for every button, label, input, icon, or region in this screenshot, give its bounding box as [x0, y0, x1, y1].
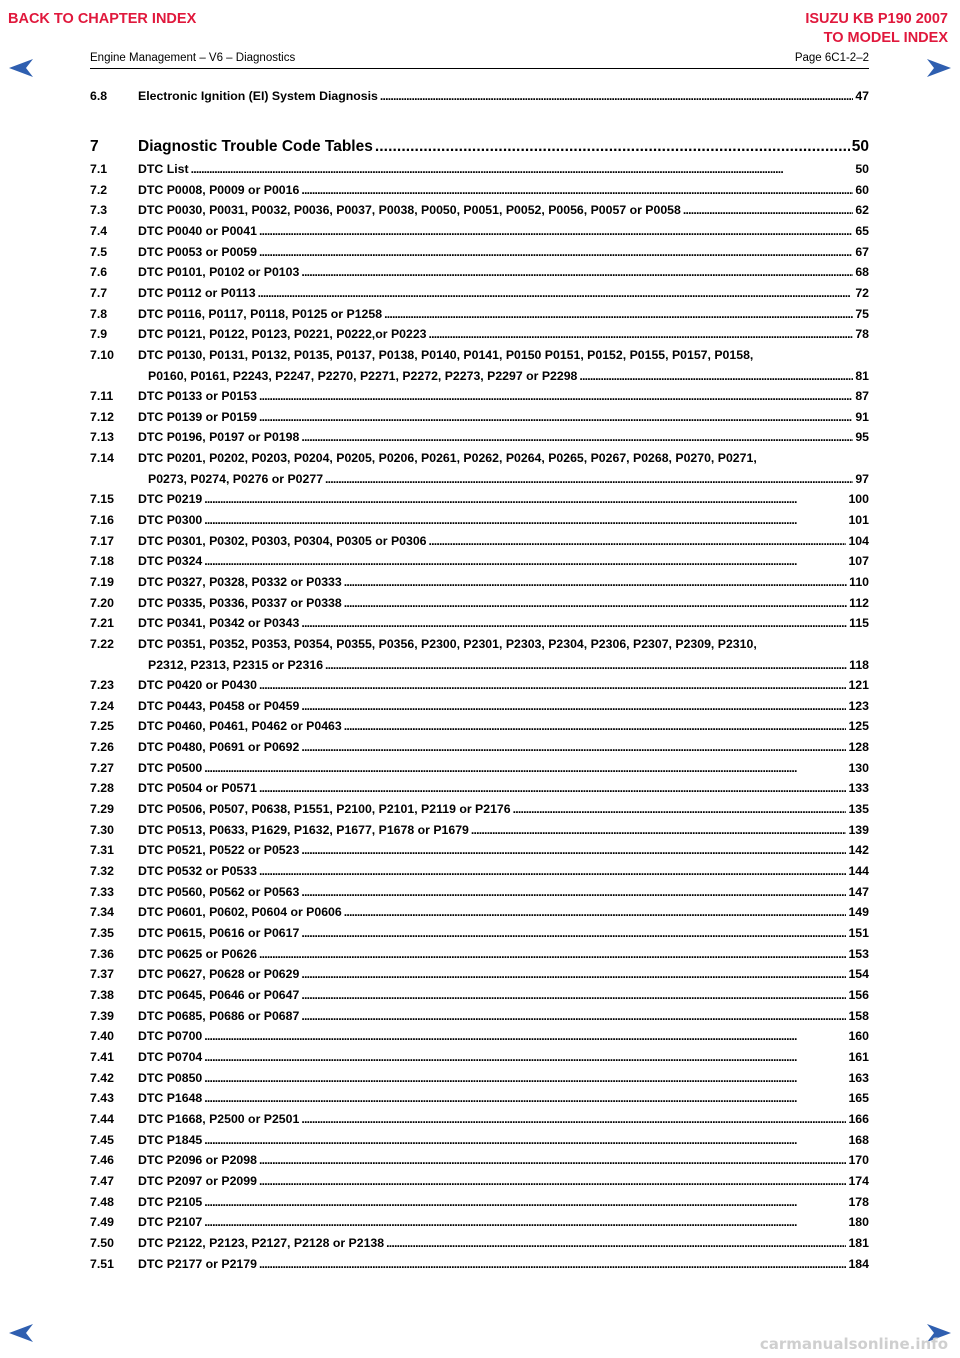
- dot-leader: [344, 902, 847, 923]
- toc-entry[interactable]: [90, 324, 869, 345]
- dot-leader: [259, 778, 847, 799]
- toc-entry-number: 7.11: [90, 389, 114, 403]
- dot-leader: [259, 1171, 847, 1192]
- toc-entry-title: DTC P0480, P0691 or P0692: [138, 740, 300, 754]
- toc-entry-number: 7.30: [90, 823, 114, 837]
- toc-entry-number: 7.5: [90, 245, 108, 259]
- toc-entry[interactable]: [90, 840, 869, 861]
- toc-entry[interactable]: [90, 1212, 869, 1233]
- toc-entry-number: 7: [90, 138, 99, 155]
- dot-leader: [380, 86, 853, 107]
- dot-leader: [301, 1109, 846, 1130]
- toc-entry-title: DTC P0116, P0117, P0118, P0125 or P1258: [138, 307, 383, 321]
- toc-entry-page: 62: [855, 203, 869, 217]
- dot-leader: [258, 283, 854, 304]
- toc-entry-title: DTC P0219: [138, 492, 203, 506]
- toc-entry-page: 75: [855, 307, 869, 321]
- toc-entry-title: DTC P0101, P0102 or P0103: [138, 265, 300, 279]
- toc-entry-number: 7.51: [90, 1257, 114, 1271]
- toc-entry-number: 7.37: [90, 967, 114, 981]
- back-to-chapter-index-link[interactable]: BACK TO CHAPTER INDEX: [8, 11, 197, 27]
- toc-entry-title: DTC P0704: [138, 1050, 203, 1064]
- toc-entry[interactable]: [90, 86, 869, 107]
- toc-entry-number: 7.29: [90, 802, 114, 816]
- toc-entry-title: DTC P0627, P0628 or P0629: [138, 967, 300, 981]
- toc-entry-title: DTC P0500: [138, 761, 203, 775]
- dot-leader: [204, 551, 846, 572]
- toc-entry-page: 184: [848, 1257, 869, 1271]
- toc-entry-number: 7.44: [90, 1112, 114, 1126]
- dot-leader: [325, 655, 847, 676]
- toc-entry[interactable]: [90, 944, 869, 965]
- toc-entry-page: 110: [849, 575, 869, 589]
- toc-entry-title: DTC P0521, P0522 or P0523: [138, 843, 300, 857]
- dot-leader: [191, 159, 854, 180]
- toc-entry[interactable]: [90, 572, 869, 593]
- dot-leader: [301, 262, 853, 283]
- toc-entry-number: 7.48: [90, 1195, 114, 1209]
- toc-entry-number: 7.17: [90, 534, 114, 548]
- toc-entry-title: DTC P0130, P0131, P0132, P0135, P0137, P0138, P0140, P0141, P0150 P0151, P0152, P0155, P0157, P0158,: [138, 348, 754, 362]
- toc-entry-number: 7.39: [90, 1009, 114, 1023]
- toc-entry-number: 7.42: [90, 1071, 114, 1085]
- toc-entry-title: DTC P0443, P0458 or P0459: [138, 699, 300, 713]
- toc-entry-title: DTC P0196, P0197 or P0198: [138, 430, 300, 444]
- toc-entry-page: 144: [848, 864, 869, 878]
- page-header: [90, 52, 869, 69]
- toc-entry[interactable]: [90, 902, 869, 923]
- toc-entry-title-continued: P0273, P0274, P0276 or P0277: [148, 471, 324, 486]
- toc-entry-number: 7.14: [90, 451, 114, 465]
- toc-entry-title: DTC P0615, P0616 or P0617: [138, 926, 300, 940]
- toc-entry-title: DTC P0053 or P0059: [138, 245, 257, 259]
- toc-entry[interactable]: [90, 613, 869, 634]
- toc-entry-title: DTC P0460, P0461, P0462 or P0463: [138, 719, 342, 733]
- toc-entry-title: DTC P0625 or P0626: [138, 947, 257, 961]
- dot-leader: [386, 1233, 846, 1254]
- toc-entry[interactable]: [90, 180, 869, 201]
- dot-leader: [204, 1088, 846, 1109]
- toc-entry-number: 7.18: [90, 554, 114, 568]
- toc-entry-number: 7.7: [90, 286, 108, 300]
- toc-entry[interactable]: [90, 386, 869, 407]
- toc-entry[interactable]: [90, 634, 869, 675]
- toc-entry[interactable]: [90, 882, 869, 903]
- dot-leader: [429, 324, 854, 345]
- toc-entry-number: 7.45: [90, 1133, 114, 1147]
- dot-leader: [301, 923, 846, 944]
- toc-entry-page: 87: [855, 389, 869, 403]
- toc-entry-number: 7.12: [90, 410, 114, 424]
- toc-entry[interactable]: [90, 861, 869, 882]
- toc-entry[interactable]: [90, 304, 869, 325]
- toc-entry-title: DTC P0008, P0009 or P0016: [138, 183, 300, 197]
- toc-entry-page: 115: [849, 616, 869, 630]
- toc-entry[interactable]: [90, 778, 869, 799]
- toc-entry-title: DTC P1648: [138, 1091, 203, 1105]
- toc-entry[interactable]: [90, 221, 869, 242]
- toc-entry-title: DTC P0121, P0122, P0123, P0221, P0222,or P0223: [138, 327, 427, 341]
- dot-leader: [204, 510, 846, 531]
- toc-entry[interactable]: [90, 696, 869, 717]
- toc-entry[interactable]: [90, 1254, 869, 1275]
- toc-entry-page: 166: [848, 1112, 869, 1126]
- toc-entry[interactable]: [90, 985, 869, 1006]
- dot-leader: [259, 221, 853, 242]
- toc-entry-title: DTC P0301, P0302, P0303, P0304, P0305 or P0306: [138, 534, 427, 548]
- dot-leader: [344, 716, 847, 737]
- toc-entry-title: DTC P0560, P0562 or P0563: [138, 885, 300, 899]
- toc-entry[interactable]: [90, 716, 869, 737]
- toc-entry-title: DTC P0335, P0336, P0337 or P0338: [138, 596, 342, 610]
- dot-leader: [301, 882, 846, 903]
- toc-entry-title: DTC P2177 or P2179: [138, 1257, 257, 1271]
- toc-entry-number: 7.31: [90, 843, 114, 857]
- toc-entry-title: DTC P0139 or P0159: [138, 410, 257, 424]
- toc-entry-number: 7.34: [90, 905, 114, 919]
- dot-leader: [301, 840, 846, 861]
- toc-entry-number: 7.27: [90, 761, 114, 775]
- toc-entry-title: DTC P0201, P0202, P0203, P0204, P0205, P0206, P0261, P0262, P0264, P0265, P0267, P0268, P0270, P0271,: [138, 451, 757, 465]
- dot-leader: [259, 944, 847, 965]
- toc-entry-number: 7.1: [90, 162, 108, 176]
- toc-entry-page: 151: [848, 926, 869, 940]
- toc-entry[interactable]: [90, 1150, 869, 1171]
- toc-entry-number: 7.35: [90, 926, 114, 940]
- toc-entry-page: 178: [848, 1195, 869, 1209]
- toc-entry-page: 104: [848, 534, 869, 548]
- dot-leader: [259, 242, 853, 263]
- toc-entry-title: DTC P0327, P0328, P0332 or P0333: [138, 575, 342, 589]
- dot-leader: [301, 1006, 846, 1027]
- toc-entry-page: 156: [848, 988, 869, 1002]
- toc-entry-page: 72: [855, 286, 869, 300]
- dot-leader: [204, 758, 846, 779]
- toc-entry-number: 7.15: [90, 492, 114, 506]
- toc-entry-number: 7.9: [90, 327, 108, 341]
- toc-entry-number: 6.8: [90, 89, 108, 103]
- to-model-index-link[interactable]: TO MODEL INDEX: [823, 30, 948, 46]
- toc-entry-page: 97: [855, 471, 869, 486]
- toc-entry-number: 7.2: [90, 183, 108, 197]
- toc-entry-page: 181: [848, 1236, 869, 1250]
- model-title[interactable]: ISUZU KB P190 2007: [805, 11, 948, 27]
- header-title: Engine Management – V6 – Diagnostics: [90, 52, 296, 64]
- toc-entry-title: DTC P0850: [138, 1071, 203, 1085]
- toc-entry-page: 107: [848, 554, 869, 568]
- toc-entry-page: 121: [848, 678, 869, 692]
- toc-entry-page: 130: [848, 761, 869, 775]
- toc-entry-page: 142: [848, 843, 869, 857]
- toc-entry-page: 47: [855, 89, 869, 103]
- toc-entry-number: 7.32: [90, 864, 114, 878]
- toc-entry[interactable]: [90, 758, 869, 779]
- next-page-arrow-icon[interactable]: [926, 58, 952, 78]
- toc-entry-number: 7.40: [90, 1029, 114, 1043]
- toc-entry-page: 101: [848, 513, 869, 527]
- toc-entry[interactable]: [90, 427, 869, 448]
- toc-entry-page: 67: [855, 245, 869, 259]
- toc-entry[interactable]: [90, 1233, 869, 1254]
- toc-entry-page: 161: [848, 1050, 869, 1064]
- toc-entry[interactable]: [90, 200, 869, 221]
- toc-entry-number: 7.36: [90, 947, 114, 961]
- dot-leader: [384, 304, 853, 325]
- toc-entry-title: DTC P2107: [138, 1215, 203, 1229]
- toc-entry-number: 7.20: [90, 596, 114, 610]
- toc-entry-page: 135: [848, 802, 869, 816]
- toc-entry-page: 78: [855, 327, 869, 341]
- toc-entry-title: Diagnostic Trouble Code Tables: [138, 138, 373, 155]
- toc-entry[interactable]: [90, 923, 869, 944]
- toc-entry-page: 165: [848, 1091, 869, 1105]
- toc-entry-number: 7.33: [90, 885, 114, 899]
- toc-entry-number: 7.13: [90, 430, 114, 444]
- dot-leader: [301, 180, 853, 201]
- toc-entry-title: DTC P0324: [138, 554, 203, 568]
- dot-leader: [301, 985, 846, 1006]
- dot-leader: [204, 1047, 846, 1068]
- toc-entry-page: 170: [848, 1153, 869, 1167]
- toc-entry-page: 50: [855, 162, 869, 176]
- toc-entry[interactable]: [90, 262, 869, 283]
- toc-entry[interactable]: [90, 820, 869, 841]
- toc-entry-number: 7.22: [90, 637, 114, 651]
- toc-entry[interactable]: [90, 737, 869, 758]
- toc-entry-page: 125: [848, 719, 869, 733]
- toc-entry[interactable]: [90, 345, 869, 386]
- toc-entry[interactable]: [90, 1192, 869, 1213]
- toc-entry[interactable]: [90, 551, 869, 572]
- toc-entry-title: DTC P0532 or P0533: [138, 864, 257, 878]
- toc-entry-title: DTC P0112 or P0113: [138, 286, 256, 300]
- toc-entry-title: DTC P0341, P0342 or P0343: [138, 616, 300, 630]
- dot-leader: [375, 136, 850, 158]
- toc-entry[interactable]: [90, 242, 869, 263]
- toc-entry-page: 158: [848, 1009, 869, 1023]
- toc-entry-title: DTC P0504 or P0571: [138, 781, 257, 795]
- toc-entry[interactable]: [90, 159, 869, 180]
- dot-leader: [344, 572, 847, 593]
- dot-leader: [204, 489, 846, 510]
- dot-leader: [301, 964, 846, 985]
- toc-entry[interactable]: [90, 283, 869, 304]
- dot-leader: [301, 613, 847, 634]
- dot-leader: [204, 1026, 846, 1047]
- toc-entry[interactable]: [90, 675, 869, 696]
- toc-entry-page: 95: [855, 430, 869, 444]
- dot-leader: [259, 675, 847, 696]
- watermark: carmanualsonline.info: [759, 1335, 948, 1353]
- toc-entry-page: 100: [848, 492, 869, 506]
- toc-entry-number: 7.28: [90, 781, 114, 795]
- previous-page-arrow-icon[interactable]: [8, 58, 34, 78]
- toc-entry-title: DTC P2105: [138, 1195, 203, 1209]
- toc-entry-page: 147: [848, 885, 869, 899]
- toc-entry-page: 91: [855, 410, 869, 424]
- toc-entry-number: 7.49: [90, 1215, 114, 1229]
- toc-entry-page: 168: [848, 1133, 869, 1147]
- toc-entry[interactable]: [90, 489, 869, 510]
- toc-entry-page: 160: [848, 1029, 869, 1043]
- toc-entry-title: DTC P0351, P0352, P0353, P0354, P0355, P0356, P2300, P2301, P2303, P2304, P2306, P2307, P2309, P2310,: [138, 637, 757, 651]
- toc-entry-title: DTC P0685, P0686 or P0687: [138, 1009, 300, 1023]
- toc-entry-title: DTC P1845: [138, 1133, 203, 1147]
- toc-entry[interactable]: [90, 1006, 869, 1027]
- toc-entry-number: 7.24: [90, 699, 114, 713]
- dot-leader: [259, 1254, 847, 1275]
- header-page-number: Page 6C1-2–2: [794, 52, 869, 64]
- toc-entry-number: 7.21: [90, 616, 114, 630]
- dot-leader: [204, 1192, 846, 1213]
- toc-entry-number: 7.3: [90, 203, 108, 217]
- toc-entry-number: 7.25: [90, 719, 114, 733]
- toc-entry[interactable]: [90, 448, 869, 489]
- toc-entry-title: DTC P0645, P0646 or P0647: [138, 988, 300, 1002]
- toc-entry-page: 174: [848, 1174, 869, 1188]
- toc-entry[interactable]: [90, 1068, 869, 1089]
- dot-leader: [301, 427, 853, 448]
- toc-entry-number: 7.10: [90, 348, 114, 362]
- toc-entry-title: DTC P1668, P2500 or P2501: [138, 1112, 300, 1126]
- toc-entry-page: 154: [848, 967, 869, 981]
- toc-entry-title: Electronic Ignition (EI) System Diagnosis: [138, 89, 378, 103]
- toc-entry-title: DTC P0420 or P0430: [138, 678, 257, 692]
- toc-entry-page: 68: [855, 265, 869, 279]
- toc-entry-number: 7.38: [90, 988, 114, 1002]
- toc-entry-page: 180: [848, 1215, 869, 1229]
- dot-leader: [579, 366, 853, 387]
- toc-entry-number: 7.6: [90, 265, 108, 279]
- toc-entry[interactable]: [90, 964, 869, 985]
- toc-entry-page: 81: [855, 368, 869, 383]
- toc-entry-number: 7.23: [90, 678, 114, 692]
- toc-entry[interactable]: [90, 1088, 869, 1109]
- toc-entry-number: 7.16: [90, 513, 114, 527]
- toc-entry-number: 7.50: [90, 1236, 114, 1250]
- toc-entry[interactable]: [90, 407, 869, 428]
- toc-entry-title: DTC P0506, P0507, P0638, P1551, P2100, P2101, P2119 or P2176: [138, 802, 511, 816]
- toc-entry-page: 149: [848, 905, 869, 919]
- toc-entry[interactable]: [90, 1026, 869, 1047]
- dot-leader: [344, 593, 847, 614]
- toc-entry-title: DTC P0300: [138, 513, 203, 527]
- toc-entry-title: DTC P2097 or P2099: [138, 1174, 257, 1188]
- toc-entry-title: DTC P0133 or P0153: [138, 389, 257, 403]
- dot-leader: [325, 469, 853, 490]
- toc-entry-page: 163: [848, 1071, 869, 1085]
- dot-leader: [259, 386, 853, 407]
- dot-leader: [683, 200, 853, 221]
- dot-leader: [259, 1150, 847, 1171]
- toc-entry-title: DTC P0513, P0633, P1629, P1632, P1677, P1678 or P1679: [138, 823, 469, 837]
- toc-entry-title: DTC P2122, P2123, P2127, P2128 or P2138: [138, 1236, 385, 1250]
- toc-entry-page: 128: [848, 740, 869, 754]
- toc-entry[interactable]: [90, 1109, 869, 1130]
- toc-entry-number: 7.41: [90, 1050, 114, 1064]
- toc-entry-page: 153: [848, 947, 869, 961]
- toc-entry-title: DTC P0700: [138, 1029, 203, 1043]
- toc-entry-page: 112: [849, 596, 869, 610]
- toc-section-heading[interactable]: [90, 136, 869, 158]
- toc-entry[interactable]: [90, 1130, 869, 1151]
- toc-entry[interactable]: [90, 1171, 869, 1192]
- toc-entry[interactable]: [90, 531, 869, 552]
- toc-entry-title-continued: P0160, P0161, P2243, P2247, P2270, P2271, P2272, P2273, P2297 or P2298: [148, 368, 578, 383]
- dot-leader: [204, 1068, 846, 1089]
- toc-entry-number: 7.8: [90, 307, 108, 321]
- toc-entry[interactable]: [90, 593, 869, 614]
- toc-entry-page: 60: [855, 183, 869, 197]
- toc-entry-page: 65: [855, 224, 869, 238]
- toc-entry[interactable]: [90, 1047, 869, 1068]
- toc-entry-number: 7.43: [90, 1091, 114, 1105]
- dot-leader: [204, 1130, 846, 1151]
- dot-leader: [513, 799, 847, 820]
- toc-entry-title: DTC P0040 or P0041: [138, 224, 257, 238]
- previous-page-arrow-icon-bottom[interactable]: [8, 1323, 34, 1343]
- toc-entry-page: 123: [848, 699, 869, 713]
- toc-entry-number: 7.46: [90, 1153, 114, 1167]
- toc-entry-page: 118: [849, 657, 869, 672]
- toc-entry-page: 50: [851, 138, 869, 155]
- toc-entry-title: DTC P2096 or P2098: [138, 1153, 257, 1167]
- toc-entry-title-continued: P2312, P2313, P2315 or P2316: [148, 657, 324, 672]
- toc-entry-number: 7.47: [90, 1174, 114, 1188]
- dot-leader: [301, 737, 846, 758]
- dot-leader: [259, 407, 853, 428]
- dot-leader: [301, 696, 846, 717]
- toc-entry-title: DTC P0601, P0602, P0604 or P0606: [138, 905, 342, 919]
- toc-entry-title: DTC P0030, P0031, P0032, P0036, P0037, P0038, P0050, P0051, P0052, P0056, P0057 or P0058: [138, 203, 681, 217]
- toc-entry-number: 7.26: [90, 740, 114, 754]
- toc-entry-page: 139: [848, 823, 869, 837]
- dot-leader: [259, 861, 847, 882]
- dot-leader: [471, 820, 847, 841]
- dot-leader: [204, 1212, 846, 1233]
- toc-entry-title: DTC List: [138, 162, 189, 176]
- toc-entry-page: 133: [848, 781, 869, 795]
- toc-entry[interactable]: [90, 799, 869, 820]
- toc-entry[interactable]: [90, 510, 869, 531]
- dot-leader: [429, 531, 847, 552]
- toc-entry-number: 7.4: [90, 224, 108, 238]
- toc-entry-number: 7.19: [90, 575, 114, 589]
